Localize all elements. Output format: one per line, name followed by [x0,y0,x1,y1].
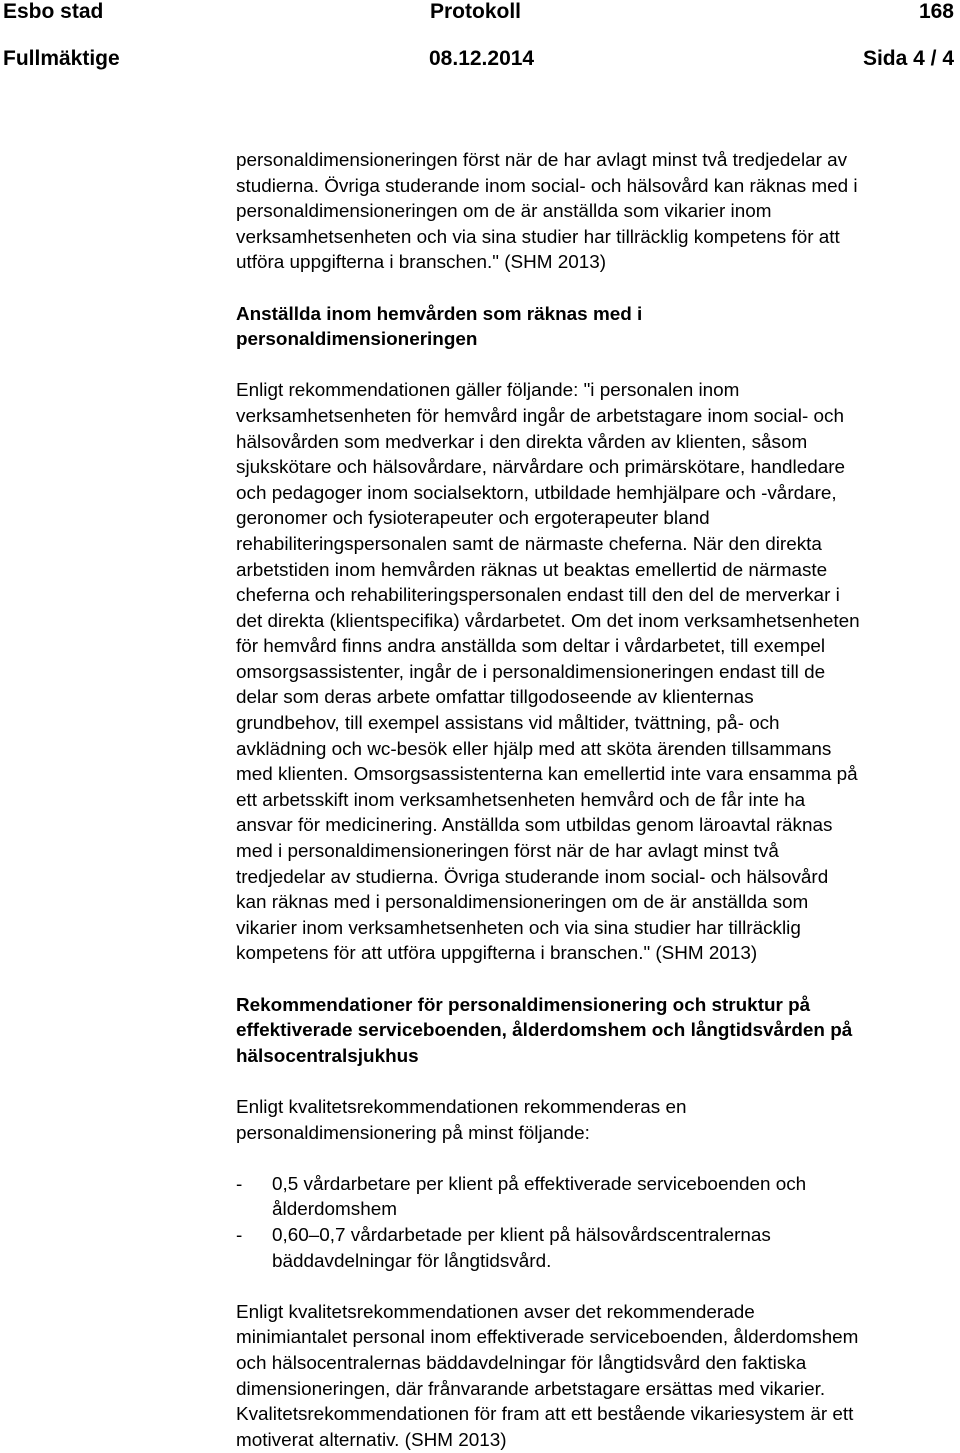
text-line: med i personaldimensioneringen först när de har avlagt minst två [236,841,779,863]
text-line: motiverat alternativ. (SHM 2013) [236,1429,507,1451]
text-line: Kvalitetsrekommendationen för fram att ett bestående vikariesystem är ett [236,1404,854,1426]
section-heading [236,993,960,1070]
text-line: och pedagoger inom socialsektorn, utbildade hemhjälpare och -vårdare, [236,482,837,504]
list-item-line: bäddavdelningar för långtidsvård. [272,1250,552,1272]
text-line: rehabiliteringspersonalen samt de närmaste cheferna. När den direkta [236,533,822,555]
list-item-line: 0,5 vårdarbetare per klient på effektiverade serviceboenden och [272,1173,807,1195]
document-body [236,148,960,1453]
text-line: minimiantalet personal inom effektiverade serviceboenden, ålderdomshem [236,1327,859,1349]
text-line: avklädning och wc-besök eller hjälp med att sköta ärenden tillsammans [236,738,832,760]
text-line: det direkta (klientspecifika) vårdarbetet. Om det inom verksamhetsenheten [236,610,860,632]
list-dash: - [236,1224,243,1246]
header-page-number: Sida 4 / 4 [862,47,954,70]
paragraph [236,378,960,967]
list-item [236,1172,960,1223]
list-item-line: ålderdomshem [272,1199,397,1221]
text-line: arbetstiden inom hemvården räknas ut beaktas emellertid de närmaste [236,559,828,581]
header-organization: Esbo stad [3,0,104,23]
text-line: personaldimensionering på minst följande: [236,1122,590,1144]
spacer [236,1069,960,1095]
text-line: kompetens för att utföra uppgifterna i branschen." (SHM 2013) [236,943,758,965]
spacer [236,353,960,379]
header-body: Fullmäktige [3,47,120,70]
spacer [236,1146,960,1172]
text-line: utföra uppgifterna i branschen." (SHM 2013) [236,252,607,274]
text-line: verksamhetsenheten och via sina studier har tillräcklig kompetens för att [236,226,840,248]
text-line: grundbehov, till exempel assistans vid måltider, tvättning, på- och [236,713,780,735]
text-line: Enligt rekommendationen gäller följande: "i personalen inom [236,380,740,402]
header-date: 08.12.2014 [429,47,535,70]
spacer [236,276,960,302]
text-line: delar som deras arbete omfattar tillgodoseende av klienternas [236,687,754,709]
list-item [236,1223,960,1274]
text-line: Enligt kvalitetsrekommendationen rekommenderas en [236,1096,687,1118]
spacer [236,967,960,993]
text-line: verksamhetsenheten för hemvård ingår de arbetstagare inom social- och [236,405,844,427]
text-line: personaldimensioneringen först när de har avlagt minst två tredjedelar av [236,150,848,171]
text-line: personaldimensioneringen om de är anställda som vikarier inom [236,201,772,223]
heading-line: personaldimensioneringen [236,329,478,351]
dash-list [236,1172,960,1274]
text-line: ett arbetsskift inom verksamhetsenheten hemvård och de får inte ha [236,789,806,811]
section-heading [236,302,960,353]
paragraph [236,1095,960,1146]
heading-line: hälsocentralsjukhus [236,1045,419,1067]
list-dash: - [236,1173,243,1195]
heading-line: Rekommendationer för personaldimensionering och struktur på [236,994,811,1016]
paragraph [236,1300,960,1453]
heading-line: Anställda inom hemvården som räknas med i [236,303,643,325]
text-line: för hemvård finns andra anställda som deltar i vårdarbetet, till exempel [236,636,826,658]
text-line: Enligt kvalitetsrekommendationen avser det rekommenderade [236,1301,755,1323]
text-line: och hälsocentralernas bäddavdelningar för långtidsvård den faktiska [236,1352,807,1374]
text-line: studierna. Övriga studerande inom social- och hälsovård kan räknas med i [236,175,858,197]
text-line: kan räknas med i personaldimensioneringen om de är anställda som [236,892,809,914]
text-line: med klienten. Omsorgsassistenterna kan emellertid inte vara ensamma på [236,764,858,786]
document-header [0,0,960,80]
header-document-type: Protokoll [430,0,522,23]
list-item-line: 0,60–0,7 vårdarbetade per klient på hälsovårdscentralernas [272,1224,771,1246]
text-line: dimensioneringen, där frånvarande arbetstagare ersättas med vikarier. [236,1378,826,1400]
text-line: cheferna och rehabiliteringspersonalen endast till den del de merverkar i [236,585,840,607]
text-line: vikarier inom verksamhetsenheten och via sina studier har tillräcklig [236,917,801,939]
header-section-number: 168 [918,0,954,23]
text-line: tredjedelar av studierna. Övriga studerande inom social- och hälsovård [236,866,829,888]
spacer [236,1274,960,1300]
text-line: omsorgsassistenter, ingår de i personaldimensioneringen endast till de [236,661,826,683]
text-line: sjukskötare och hälsovårdare, närvårdare och primärskötare, handledare [236,457,846,479]
paragraph [236,148,960,276]
text-line: geronomer och fysioterapeuter och ergoterapeuter bland [236,508,710,530]
heading-line: effektiverade serviceboenden, ålderdomshem och långtidsvården på [236,1020,853,1042]
text-line: ansvar för medicinering. Anställda som utbildas genom läroavtal räknas [236,815,833,837]
text-line: hälsovården som medverkar i den direkta vården av klienten, såsom [236,431,808,453]
